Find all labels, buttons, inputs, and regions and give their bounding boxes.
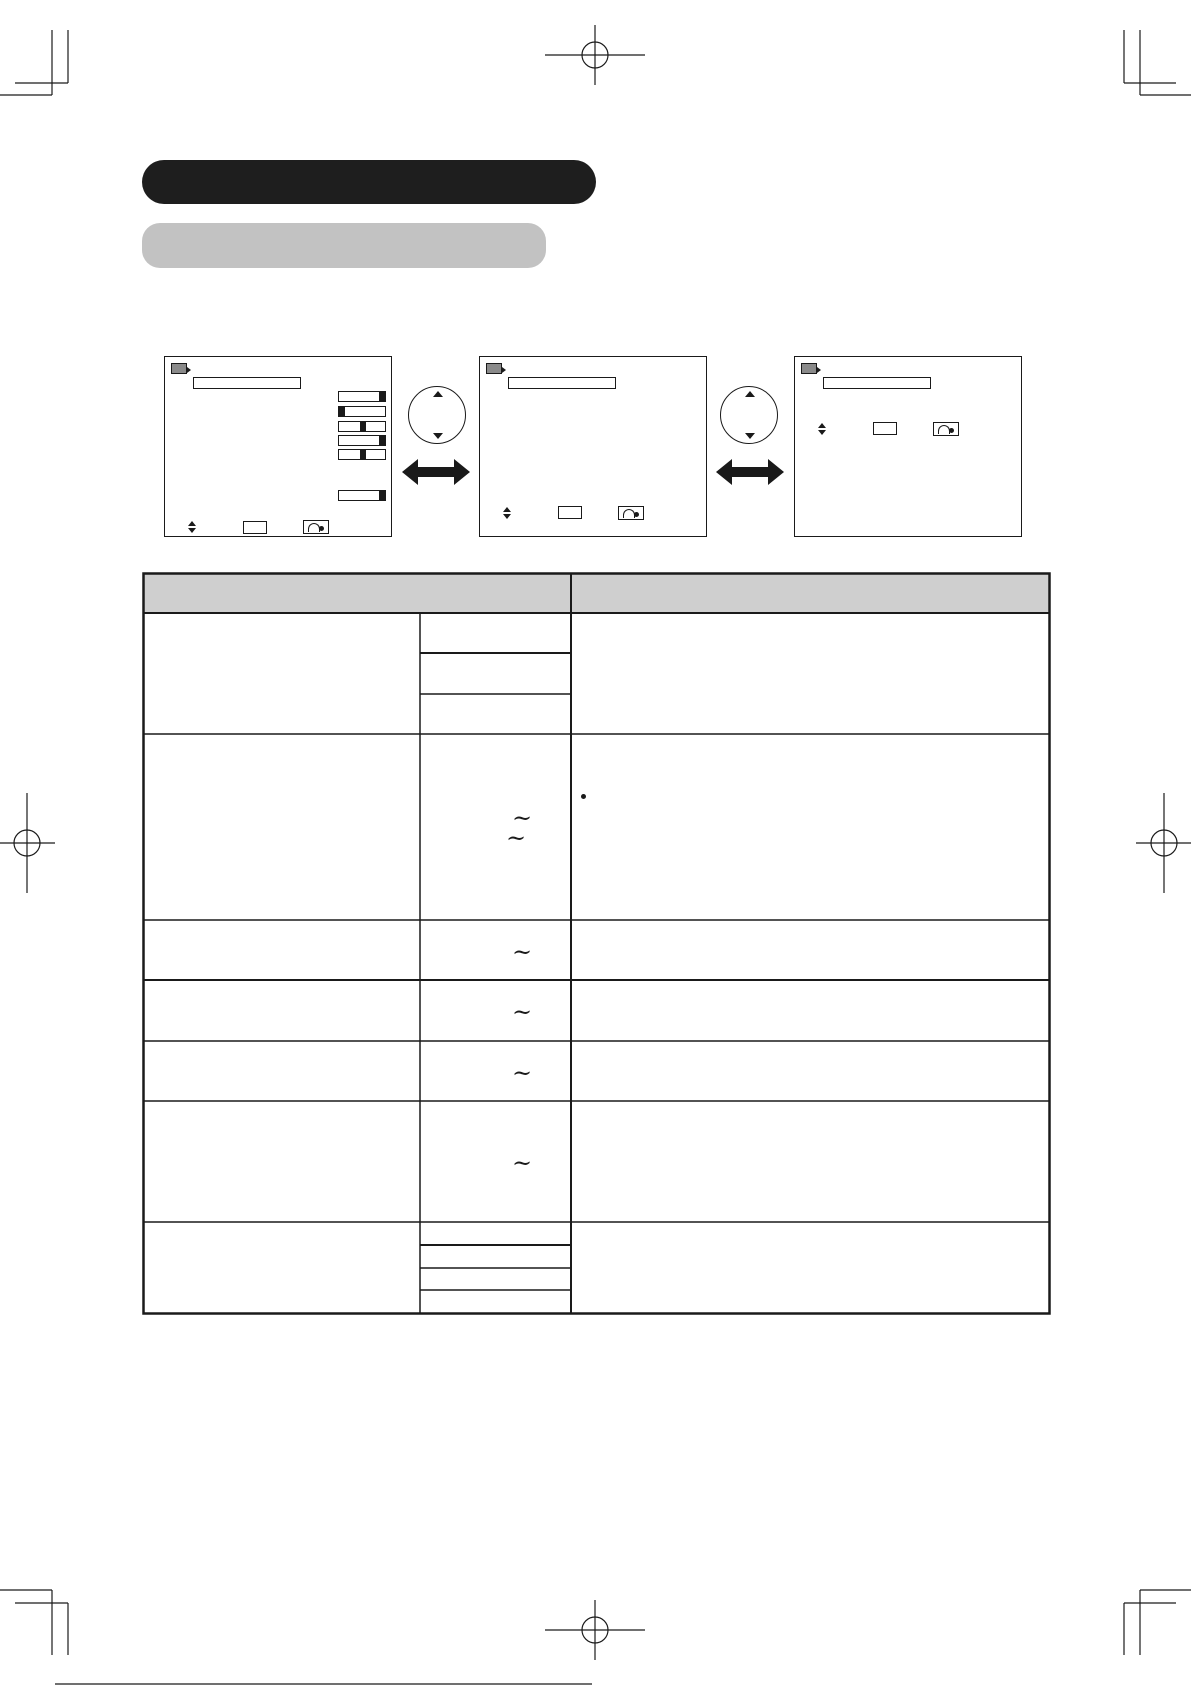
range-tilde: ~ — [512, 998, 533, 1026]
range-tilde: ~ — [512, 804, 533, 832]
range-tilde: ~ — [512, 1059, 533, 1087]
range-tilde: ~ — [506, 824, 527, 852]
range-tilde: ~ — [512, 938, 533, 966]
note-bullet — [581, 794, 586, 799]
range-tilde: ~ — [512, 1149, 533, 1177]
